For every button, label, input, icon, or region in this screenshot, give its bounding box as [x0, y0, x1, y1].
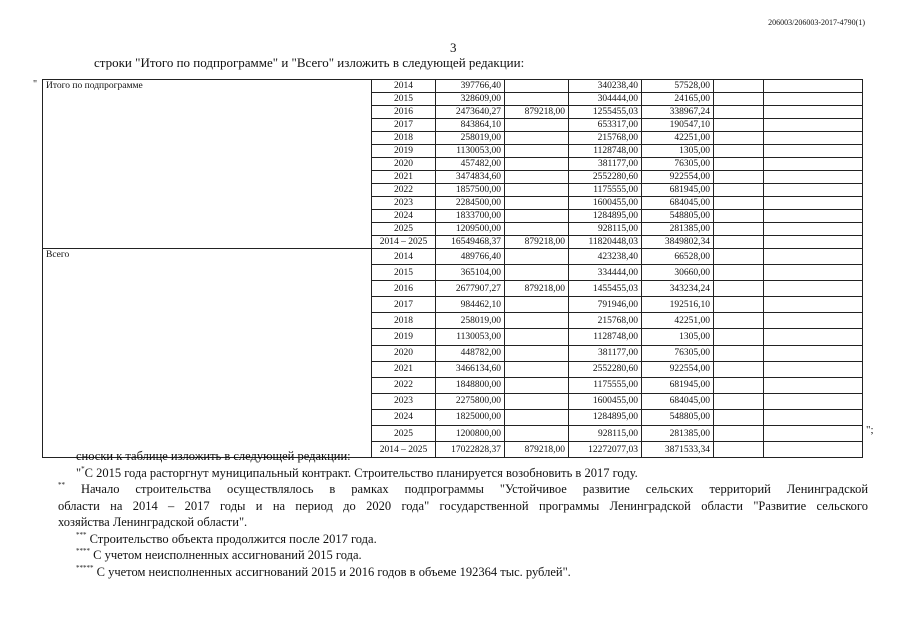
- value-cell: 1130053,00: [436, 329, 505, 345]
- value-cell: [505, 249, 569, 265]
- page-number: 3: [450, 40, 457, 55]
- value-cell: [714, 265, 764, 281]
- footnote-marker: ****: [76, 547, 90, 555]
- year-cell: 2022: [372, 184, 436, 197]
- year-cell: 2025: [372, 223, 436, 236]
- year-cell: 2016: [372, 281, 436, 297]
- value-cell: 258019,00: [436, 132, 505, 145]
- value-cell: 3871533,34: [642, 442, 714, 458]
- value-cell: 258019,00: [436, 313, 505, 329]
- value-cell: [764, 80, 863, 93]
- value-cell: [764, 329, 863, 345]
- value-cell: 879218,00: [505, 281, 569, 297]
- value-cell: 281385,00: [642, 426, 714, 442]
- value-cell: 1130053,00: [436, 145, 505, 158]
- value-cell: 30660,00: [642, 265, 714, 281]
- value-cell: 2284500,00: [436, 197, 505, 210]
- value-cell: [505, 223, 569, 236]
- value-cell: [764, 106, 863, 119]
- value-cell: 365104,00: [436, 265, 505, 281]
- value-cell: 922554,00: [642, 171, 714, 184]
- footnote-4: **** С учетом неисполненных ассигнований 2015 года.: [76, 547, 362, 562]
- value-cell: 1305,00: [642, 145, 714, 158]
- footnote-1: "*С 2015 года расторгнут муниципальный контракт. Строительство планируется возобновить в 2017 году.: [76, 464, 638, 480]
- value-cell: [714, 236, 764, 249]
- table-row: [43, 80, 863, 93]
- value-cell: 215768,00: [569, 313, 642, 329]
- value-cell: 215768,00: [569, 132, 642, 145]
- value-cell: [505, 297, 569, 313]
- value-cell: [505, 409, 569, 425]
- value-cell: 423238,40: [569, 249, 642, 265]
- value-cell: 548805,00: [642, 210, 714, 223]
- value-cell: 192516,10: [642, 297, 714, 313]
- value-cell: 3466134,60: [436, 361, 505, 377]
- value-cell: [764, 145, 863, 158]
- year-cell: 2020: [372, 158, 436, 171]
- value-cell: 66528,00: [642, 249, 714, 265]
- value-cell: [714, 377, 764, 393]
- value-cell: [505, 145, 569, 158]
- value-cell: 1284895,00: [569, 409, 642, 425]
- value-cell: 984462,10: [436, 297, 505, 313]
- budget-table: [42, 79, 863, 458]
- value-cell: [714, 361, 764, 377]
- value-cell: 684045,00: [642, 393, 714, 409]
- value-cell: 3474834,60: [436, 171, 505, 184]
- value-cell: [714, 197, 764, 210]
- year-cell: 2014 – 2025: [372, 442, 436, 458]
- document-code: 206003/206003-2017-4790(1): [768, 18, 865, 27]
- value-cell: 11820448,03: [569, 236, 642, 249]
- value-cell: 304444,00: [569, 93, 642, 106]
- row-label: Всего: [43, 249, 372, 458]
- value-cell: 1128748,00: [569, 145, 642, 158]
- year-cell: 2022: [372, 377, 436, 393]
- value-cell: [764, 236, 863, 249]
- value-cell: 340238,40: [569, 80, 642, 93]
- year-cell: 2016: [372, 106, 436, 119]
- value-cell: 791946,00: [569, 297, 642, 313]
- year-cell: 2025: [372, 426, 436, 442]
- value-cell: 17022828,37: [436, 442, 505, 458]
- year-cell: 2018: [372, 313, 436, 329]
- value-cell: 76305,00: [642, 345, 714, 361]
- value-cell: 681945,00: [642, 184, 714, 197]
- value-cell: [714, 184, 764, 197]
- value-cell: 653317,00: [569, 119, 642, 132]
- value-cell: [714, 106, 764, 119]
- value-cell: 489766,40: [436, 249, 505, 265]
- value-cell: 928115,00: [569, 426, 642, 442]
- value-cell: 381177,00: [569, 158, 642, 171]
- value-cell: [764, 171, 863, 184]
- value-cell: [505, 313, 569, 329]
- value-cell: [505, 377, 569, 393]
- value-cell: 448782,00: [436, 345, 505, 361]
- value-cell: [714, 119, 764, 132]
- value-cell: [505, 119, 569, 132]
- value-cell: 76305,00: [642, 158, 714, 171]
- value-cell: [764, 265, 863, 281]
- value-cell: 2275800,00: [436, 393, 505, 409]
- value-cell: 1128748,00: [569, 329, 642, 345]
- value-cell: 879218,00: [505, 442, 569, 458]
- value-cell: [764, 426, 863, 442]
- value-cell: [505, 265, 569, 281]
- value-cell: [714, 409, 764, 425]
- value-cell: [714, 158, 764, 171]
- value-cell: 42251,00: [642, 313, 714, 329]
- value-cell: 24165,00: [642, 93, 714, 106]
- value-cell: 1857500,00: [436, 184, 505, 197]
- year-cell: 2023: [372, 393, 436, 409]
- value-cell: [764, 119, 863, 132]
- value-cell: [505, 158, 569, 171]
- value-cell: 457482,00: [436, 158, 505, 171]
- year-cell: 2015: [372, 265, 436, 281]
- footnotes-block: [58, 448, 869, 580]
- footnote-marker: **: [58, 481, 65, 489]
- value-cell: [764, 249, 863, 265]
- value-cell: 1455455,03: [569, 281, 642, 297]
- value-cell: [764, 281, 863, 297]
- value-cell: 1175555,00: [569, 377, 642, 393]
- value-cell: 1200800,00: [436, 426, 505, 442]
- value-cell: 1209500,00: [436, 223, 505, 236]
- value-cell: 2552280,60: [569, 361, 642, 377]
- value-cell: 2473640,27: [436, 106, 505, 119]
- year-cell: 2024: [372, 409, 436, 425]
- value-cell: 1175555,00: [569, 184, 642, 197]
- footnote-3: *** Строительство объекта продолжится после 2017 года.: [76, 530, 377, 546]
- value-cell: [764, 223, 863, 236]
- value-cell: 928115,00: [569, 223, 642, 236]
- value-cell: [764, 409, 863, 425]
- year-cell: 2015: [372, 93, 436, 106]
- year-cell: 2014: [372, 249, 436, 265]
- value-cell: [505, 393, 569, 409]
- value-cell: [714, 297, 764, 313]
- value-cell: [764, 93, 863, 106]
- year-cell: 2014 – 2025: [372, 236, 436, 249]
- value-cell: [764, 377, 863, 393]
- value-cell: [714, 145, 764, 158]
- value-cell: [505, 329, 569, 345]
- footnote-marker: ***: [76, 530, 87, 539]
- value-cell: [764, 184, 863, 197]
- value-cell: [505, 132, 569, 145]
- footnote-5: ***** С учетом неисполненных ассигнований 2015 и 2016 годов в объеме 192364 тыс. рублей".: [76, 563, 571, 579]
- value-cell: 548805,00: [642, 409, 714, 425]
- value-cell: [714, 426, 764, 442]
- value-cell: [505, 210, 569, 223]
- value-cell: [764, 210, 863, 223]
- value-cell: 681945,00: [642, 377, 714, 393]
- value-cell: 1833700,00: [436, 210, 505, 223]
- value-cell: [505, 426, 569, 442]
- value-cell: [714, 93, 764, 106]
- value-cell: 843864,10: [436, 119, 505, 132]
- value-cell: [505, 184, 569, 197]
- value-cell: [764, 393, 863, 409]
- value-cell: [714, 210, 764, 223]
- value-cell: [714, 393, 764, 409]
- value-cell: [505, 80, 569, 93]
- year-cell: 2021: [372, 171, 436, 184]
- value-cell: [505, 345, 569, 361]
- value-cell: [764, 361, 863, 377]
- value-cell: 879218,00: [505, 106, 569, 119]
- value-cell: [505, 171, 569, 184]
- value-cell: [714, 249, 764, 265]
- table-row: [43, 249, 863, 265]
- value-cell: [764, 297, 863, 313]
- value-cell: [764, 197, 863, 210]
- year-cell: 2017: [372, 119, 436, 132]
- value-cell: 2677907,27: [436, 281, 505, 297]
- year-cell: 2023: [372, 197, 436, 210]
- value-cell: [505, 197, 569, 210]
- value-cell: [714, 132, 764, 145]
- value-cell: 3849802,34: [642, 236, 714, 249]
- year-cell: 2017: [372, 297, 436, 313]
- value-cell: [714, 281, 764, 297]
- value-cell: 2552280,60: [569, 171, 642, 184]
- opening-quote: ": [33, 79, 38, 90]
- value-cell: 1305,00: [642, 329, 714, 345]
- value-cell: 42251,00: [642, 132, 714, 145]
- value-cell: [505, 93, 569, 106]
- value-cell: [764, 158, 863, 171]
- value-cell: [505, 361, 569, 377]
- value-cell: 381177,00: [569, 345, 642, 361]
- value-cell: 1600455,00: [569, 197, 642, 210]
- value-cell: 1600455,00: [569, 393, 642, 409]
- footnote-marker: *****: [76, 563, 94, 572]
- value-cell: [714, 313, 764, 329]
- value-cell: 338967,24: [642, 106, 714, 119]
- value-cell: 343234,24: [642, 281, 714, 297]
- year-cell: 2020: [372, 345, 436, 361]
- value-cell: [714, 80, 764, 93]
- footnote-2: ** Начало строительства осуществлялось в рамках подпрограммы "Устойчивое развитие сельских территорий Ленинградской области на 2014 – 2017 годы и на период до 2020 года" государственной программы Ленинградской области "Развитие сельского хозяйства Ленинградской области".: [58, 481, 869, 529]
- value-cell: 334444,00: [569, 265, 642, 281]
- value-cell: 12272077,03: [569, 442, 642, 458]
- footnotes-intro: сноски к таблице изложить в следующей редакции:: [76, 449, 351, 463]
- value-cell: [714, 345, 764, 361]
- value-cell: 1255455,03: [569, 106, 642, 119]
- value-cell: [764, 132, 863, 145]
- value-cell: 397766,40: [436, 80, 505, 93]
- value-cell: 1825000,00: [436, 409, 505, 425]
- value-cell: [764, 313, 863, 329]
- value-cell: 190547,10: [642, 119, 714, 132]
- year-cell: 2021: [372, 361, 436, 377]
- closing-quote: ";: [866, 424, 874, 436]
- row-label: Итого по подпрограмме: [43, 80, 372, 249]
- value-cell: 57528,00: [642, 80, 714, 93]
- value-cell: [714, 171, 764, 184]
- value-cell: 879218,00: [505, 236, 569, 249]
- value-cell: 328609,00: [436, 93, 505, 106]
- year-cell: 2014: [372, 80, 436, 93]
- value-cell: 1848800,00: [436, 377, 505, 393]
- year-cell: 2018: [372, 132, 436, 145]
- value-cell: 684045,00: [642, 197, 714, 210]
- year-cell: 2024: [372, 210, 436, 223]
- value-cell: 16549468,37: [436, 236, 505, 249]
- value-cell: 1284895,00: [569, 210, 642, 223]
- value-cell: [764, 345, 863, 361]
- footnote-marker: *: [81, 464, 85, 473]
- value-cell: [714, 329, 764, 345]
- value-cell: 922554,00: [642, 361, 714, 377]
- value-cell: [714, 223, 764, 236]
- value-cell: 281385,00: [642, 223, 714, 236]
- year-cell: 2019: [372, 145, 436, 158]
- intro-text: строки "Итого по подпрограмме" и "Всего" изложить в следующей редакции:: [94, 55, 525, 70]
- year-cell: 2019: [372, 329, 436, 345]
